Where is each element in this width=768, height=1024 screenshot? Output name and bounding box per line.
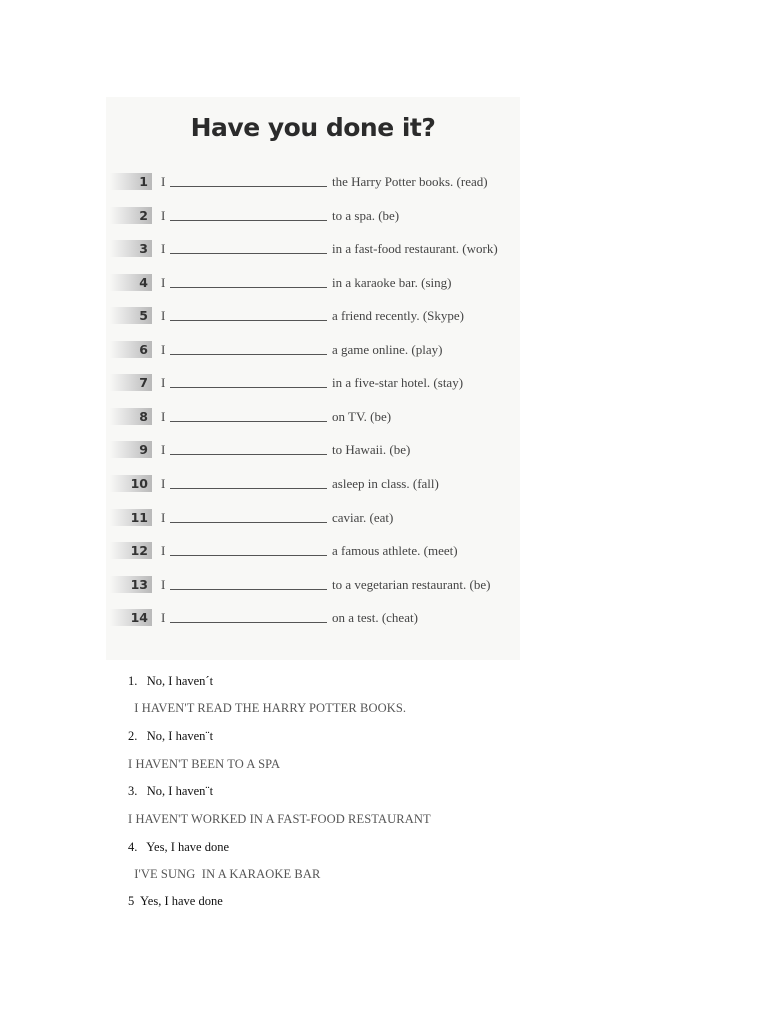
answer-blank[interactable] bbox=[170, 488, 327, 489]
worksheet-title: Have you done it? bbox=[190, 113, 436, 142]
exercise-pronoun: I bbox=[161, 408, 166, 424]
answer-blank[interactable] bbox=[170, 253, 327, 254]
worksheet-image bbox=[106, 97, 520, 660]
exercise-pronoun: I bbox=[161, 308, 166, 324]
exercise-row bbox=[106, 240, 520, 260]
exercise-pronoun: I bbox=[161, 241, 166, 257]
answer-short: 1. No, I haven´t bbox=[128, 674, 214, 688]
exercise-number-badge bbox=[110, 173, 152, 190]
answer-sentence: I HAVEN'T WORKED IN A FAST-FOOD RESTAURANT bbox=[128, 812, 431, 826]
exercise-pronoun: I bbox=[161, 207, 166, 223]
exercise-pronoun: I bbox=[161, 375, 166, 391]
exercise-number-badge bbox=[110, 240, 152, 257]
exercise-row bbox=[106, 609, 520, 629]
exercise-pronoun: I bbox=[161, 509, 166, 525]
exercise-row bbox=[106, 173, 520, 193]
exercise-row bbox=[106, 542, 520, 562]
exercise-prompt: the Harry Potter books. (read) bbox=[332, 174, 488, 189]
exercise-number-badge bbox=[110, 374, 152, 391]
exercise-row bbox=[106, 408, 520, 428]
exercise-number-badge bbox=[110, 609, 152, 626]
exercise-pronoun: I bbox=[161, 174, 166, 189]
exercise-prompt: in a fast-food restaurant. (work) bbox=[332, 241, 498, 257]
exercise-pronoun: I bbox=[161, 543, 166, 559]
answer-sentence: I HAVEN'T READ THE HARRY POTTER BOOKS. bbox=[131, 701, 407, 715]
exercise-prompt: to Hawaii. (be) bbox=[332, 442, 411, 458]
exercise-number: 1 bbox=[139, 174, 148, 189]
answer-blank[interactable] bbox=[170, 387, 327, 388]
exercise-number: 7 bbox=[139, 375, 148, 391]
answer-blank[interactable] bbox=[170, 622, 327, 623]
exercise-number-badge bbox=[110, 408, 152, 425]
exercise-number: 14 bbox=[130, 610, 148, 626]
answer-blank[interactable] bbox=[170, 287, 327, 288]
exercise-pronoun: I bbox=[161, 274, 166, 290]
exercise-prompt: to a vegetarian restaurant. (be) bbox=[332, 576, 491, 592]
exercise-prompt: in a karaoke bar. (sing) bbox=[332, 274, 452, 290]
exercise-number-badge bbox=[110, 509, 152, 526]
answer-blank[interactable] bbox=[170, 354, 327, 355]
exercise-number-badge bbox=[110, 475, 152, 492]
exercise-number-badge bbox=[110, 576, 152, 593]
exercise-row bbox=[106, 207, 520, 227]
exercise-prompt: to a spa. (be) bbox=[332, 207, 400, 223]
answer-blank[interactable] bbox=[170, 220, 327, 221]
exercise-number: 5 bbox=[139, 308, 148, 324]
exercise-pronoun: I bbox=[161, 475, 166, 491]
answer-blank[interactable] bbox=[170, 589, 327, 590]
exercise-row bbox=[106, 307, 520, 327]
answer-short: 5 Yes, I have done bbox=[128, 894, 223, 908]
answer-blank[interactable] bbox=[170, 186, 327, 187]
exercise-number: 12 bbox=[130, 543, 148, 559]
exercise-number: 3 bbox=[139, 241, 148, 257]
exercise-pronoun: I bbox=[161, 610, 166, 626]
exercise-number: 11 bbox=[130, 509, 148, 525]
exercise-prompt: in a five-star hotel. (stay) bbox=[332, 375, 464, 391]
exercise-pronoun: I bbox=[161, 442, 166, 458]
exercise-number-badge bbox=[110, 307, 152, 324]
exercise-row bbox=[106, 475, 520, 495]
answer-short: 3. No, I haven¨t bbox=[128, 784, 214, 798]
answer-blank[interactable] bbox=[170, 454, 327, 455]
exercise-prompt: a friend recently. (Skype) bbox=[332, 308, 464, 324]
exercise-number-badge bbox=[110, 542, 152, 559]
exercise-number: 2 bbox=[139, 207, 148, 223]
exercise-number-badge bbox=[110, 207, 152, 224]
exercise-number: 10 bbox=[130, 475, 148, 491]
exercise-row bbox=[106, 441, 520, 461]
exercise-pronoun: I bbox=[161, 576, 166, 592]
exercise-row bbox=[106, 509, 520, 529]
exercise-prompt: on TV. (be) bbox=[332, 408, 392, 424]
exercise-prompt: asleep in class. (fall) bbox=[332, 475, 439, 491]
exercise-number: 9 bbox=[139, 442, 148, 458]
answer-sentence: I HAVEN'T BEEN TO A SPA bbox=[128, 757, 281, 771]
answer-blank[interactable] bbox=[170, 522, 327, 523]
exercise-pronoun: I bbox=[161, 341, 166, 357]
answer-sentence: I'VE SUNG IN A KARAOKE BAR bbox=[131, 867, 321, 881]
exercise-number: 4 bbox=[139, 274, 148, 290]
exercise-row bbox=[106, 341, 520, 361]
exercise-number: 6 bbox=[139, 341, 148, 357]
answer-short: 2. No, I haven¨t bbox=[128, 729, 214, 743]
exercise-number-badge bbox=[110, 341, 152, 358]
exercise-prompt: on a test. (cheat) bbox=[332, 610, 418, 626]
exercise-row bbox=[106, 374, 520, 394]
exercise-number: 8 bbox=[139, 408, 148, 424]
exercise-number-badge bbox=[110, 441, 152, 458]
answer-blank[interactable] bbox=[170, 320, 327, 321]
answer-blank[interactable] bbox=[170, 421, 327, 422]
exercise-row bbox=[106, 274, 520, 294]
exercise-prompt: a game online. (play) bbox=[332, 341, 443, 357]
exercise-prompt: caviar. (eat) bbox=[332, 509, 394, 525]
exercise-number-badge bbox=[110, 274, 152, 291]
answer-short: 4. Yes, I have done bbox=[128, 840, 230, 854]
answer-blank[interactable] bbox=[170, 555, 327, 556]
exercise-prompt: a famous athlete. (meet) bbox=[332, 543, 458, 559]
exercise-number: 13 bbox=[130, 576, 148, 592]
exercise-row bbox=[106, 576, 520, 596]
